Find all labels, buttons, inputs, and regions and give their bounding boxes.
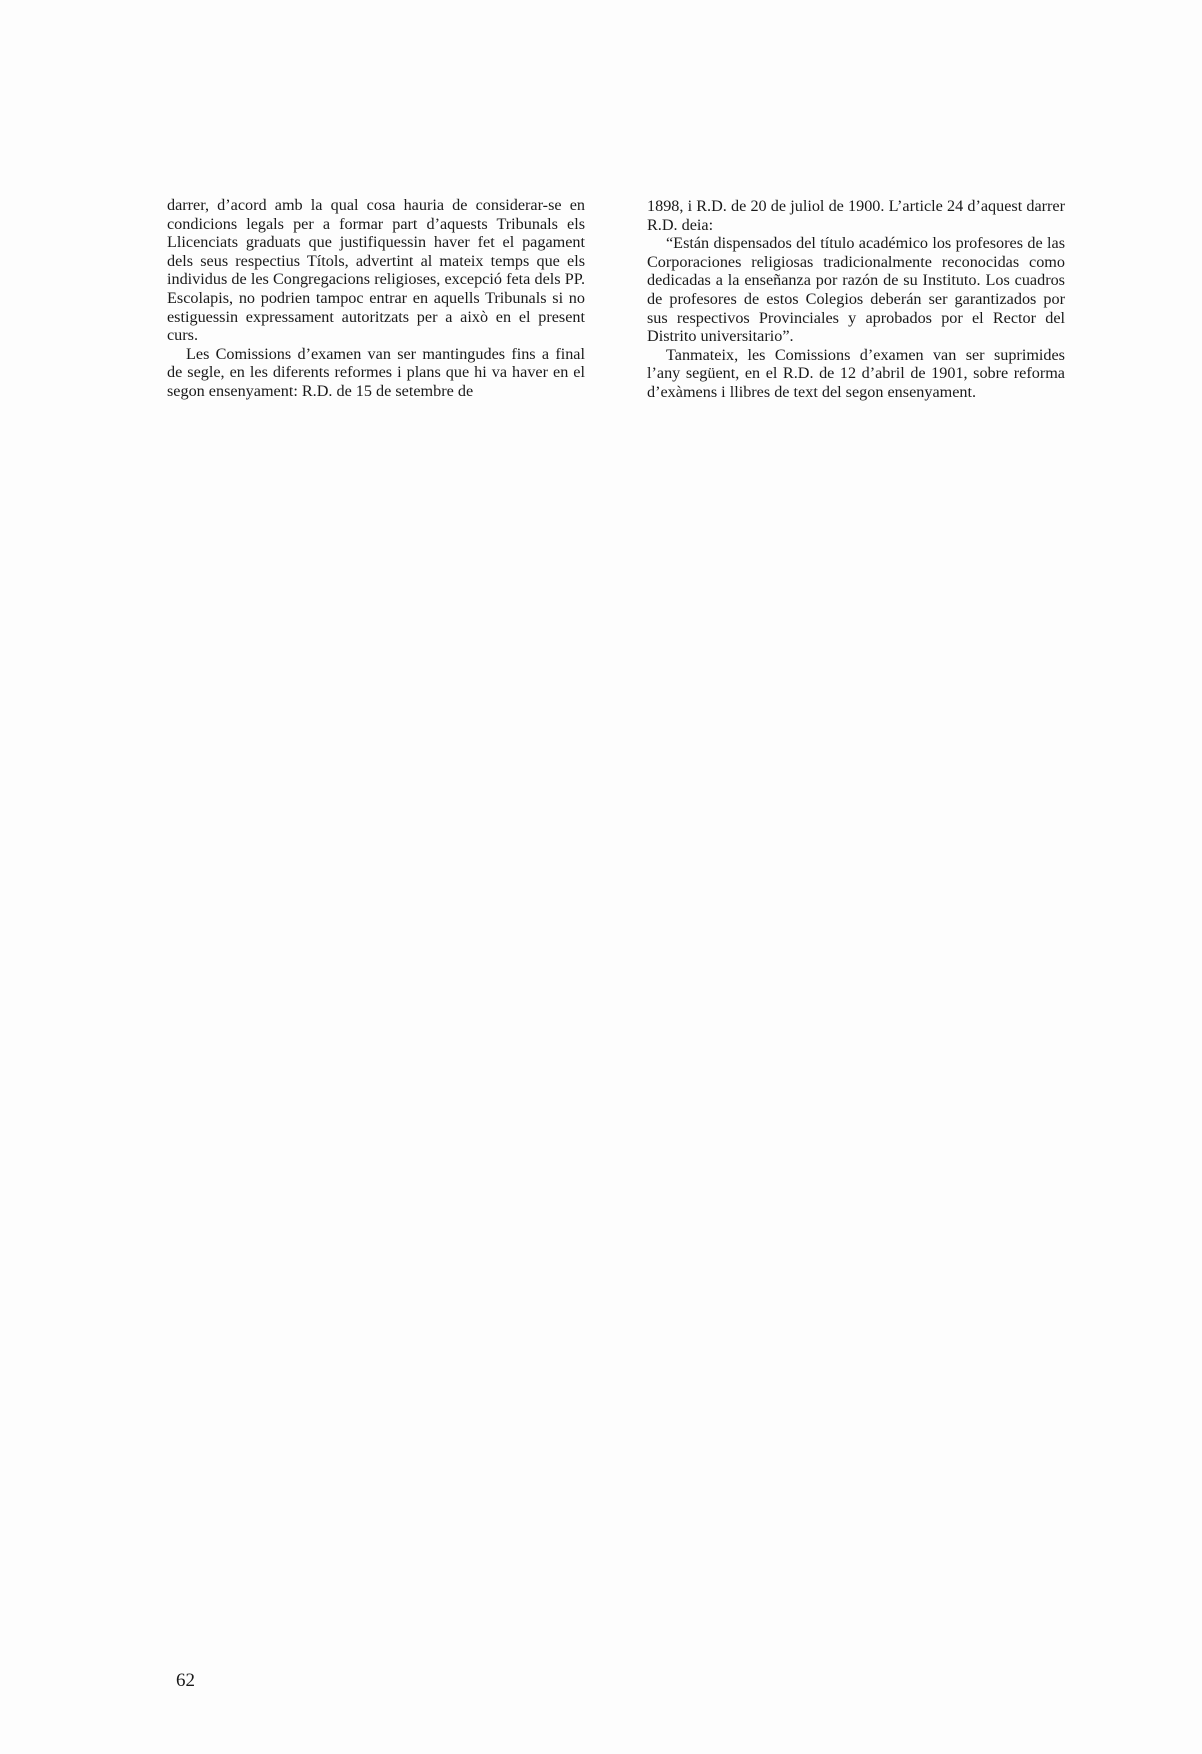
quoted-paragraph: “Están dispensados del título académico los profesores de las Corporaciones religiosas tradicionalmente reconocidas como dedicadas a la enseñanza por razón de su Instituto. Los cuadros de profesores de estos Colegios deberán ser garantizados por sus respectivos Provinciales y aprobados por el Rector del Distrito universitario”. — [647, 234, 1065, 346]
body-paragraph: 1898, i R.D. de 20 de juliol de 1900. L’article 24 d’aquest darrer R.D. deia: — [647, 197, 1065, 234]
right-text-column — [647, 197, 1065, 402]
body-paragraph: darrer, d’acord amb la qual cosa hauria de considerar-se en condicions legals per a formar part d’aquests Tribunals els Llicenciats graduats que justifiquessin haver fet el pagament dels seus respectius Títols, advertint al mateix temps que els individus de les Congregacions religioses, excepció feta dels PP. Escolapis, no podrien tampoc entrar en aquells Tribunals si no estiguessin expressament autoritzats per a això en el present curs. — [167, 196, 585, 345]
page-number: 62 — [176, 1670, 195, 1691]
body-paragraph: Les Comissions d’examen van ser mantingudes fins a final de segle, en les diferents reformes i plans que hi va haver en el segon ensenyament: R.D. de 15 de setembre de — [167, 344, 585, 400]
body-paragraph: Tanmateix, les Comissions d’examen van ser suprimides l’any següent, en el R.D. de 12 d’abril de 1901, sobre reforma d’exàmens i llibres de text del segon ensenyament. — [647, 345, 1065, 401]
left-text-column — [167, 196, 585, 401]
